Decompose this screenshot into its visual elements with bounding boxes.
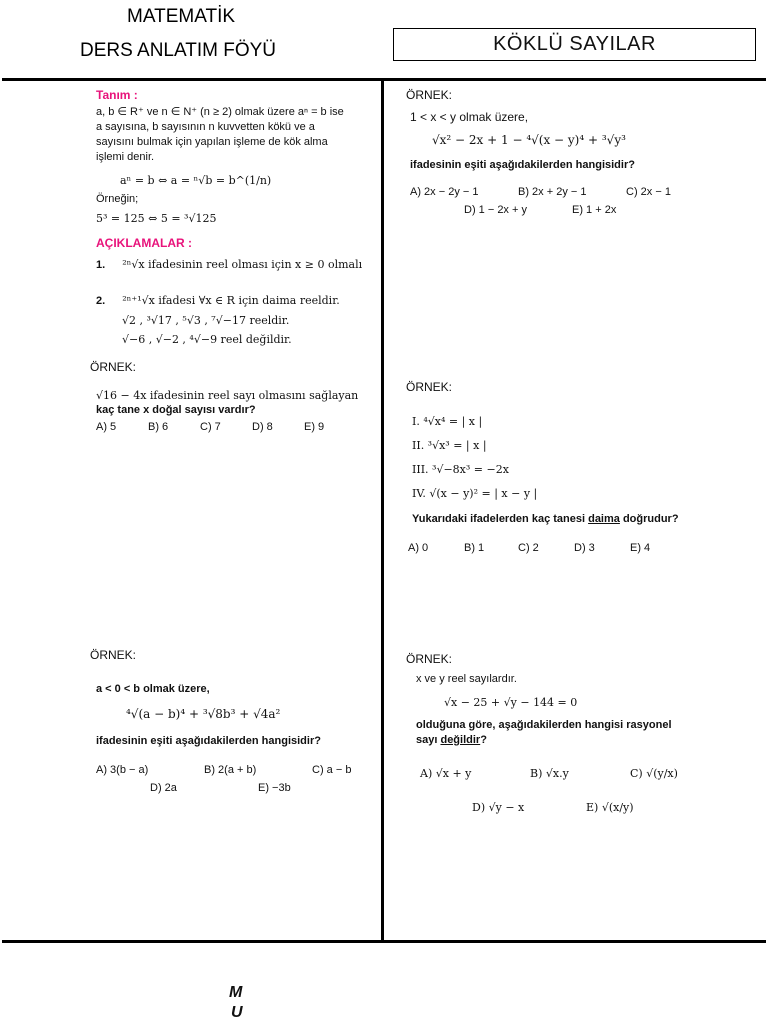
example-label: ÖRNEK: xyxy=(90,360,137,374)
option-a[interactable]: A) √x + y xyxy=(420,767,472,780)
header-subject: MATEMATİK xyxy=(127,6,236,27)
statement-item: I. ⁴√x⁴ = | x | xyxy=(412,415,483,428)
question-line: x ve y reel sayılardır. xyxy=(416,673,517,685)
question-line: ifadesinin eşiti aşağıdakilerden hangisidir? xyxy=(96,735,321,747)
definition-block xyxy=(96,88,366,226)
question-text: ? xyxy=(480,734,487,746)
question-line: √16 − 4x ifadesinin reel sayı olmasını sağlayan xyxy=(96,389,359,402)
options-row xyxy=(416,766,746,788)
option-d[interactable]: D) 1 − 2x + y xyxy=(464,204,527,216)
expression: ⁴√(a − b)⁴ + ³√8b³ + √4a² xyxy=(126,707,281,721)
note-text: ²ⁿ√x ifadesinin reel olması için x ≥ 0 olmalı xyxy=(122,258,363,271)
header-doc-type: DERS ANLATIM FÖYÜ xyxy=(80,40,277,61)
question-line xyxy=(416,733,746,748)
option-a[interactable]: A) 0 xyxy=(408,542,429,554)
option-d[interactable]: D) 3 xyxy=(574,542,595,554)
option-e[interactable]: E) 9 xyxy=(304,421,325,433)
example-left-1 xyxy=(96,388,366,436)
note-number: 1. xyxy=(96,259,106,271)
options-row xyxy=(96,763,366,781)
example-right-3 xyxy=(416,672,746,818)
option-c[interactable]: C) a − b xyxy=(312,764,352,776)
definition-line: a sayısına, b sayısının n kuvvetten kökü ve a xyxy=(96,121,315,133)
statement-item: III. ³√−8x³ = −2x xyxy=(412,463,509,476)
definition-line: sayısını bulmak için yapılan işleme de kök alma xyxy=(96,136,328,148)
note-1 xyxy=(96,257,366,273)
option-c[interactable]: C) 2x − 1 xyxy=(626,186,671,198)
definition-heading: Tanım : xyxy=(96,88,138,102)
top-rule xyxy=(2,78,766,81)
question-line: a < 0 < b olmak üzere, xyxy=(96,683,210,695)
option-b[interactable]: B) 1 xyxy=(464,542,485,554)
options-row xyxy=(416,800,746,818)
question-line: kaç tane x doğal sayısı vardır? xyxy=(96,404,256,416)
footer-mark: M xyxy=(229,984,243,1001)
notes-block xyxy=(96,236,366,347)
note-text: ²ⁿ⁺¹√x ifadesi ∀x ∈ R için daima reeldir. xyxy=(122,294,340,307)
option-c[interactable]: C) 2 xyxy=(518,542,539,554)
option-d[interactable]: D) √y − x xyxy=(472,801,525,814)
column-divider xyxy=(381,78,384,942)
note-2-nonreal-examples: √−6 , √−2 , ⁴√−9 reel değildir. xyxy=(122,333,292,346)
option-b[interactable]: B) 6 xyxy=(148,421,169,433)
option-a[interactable]: A) 5 xyxy=(96,421,117,433)
option-b[interactable]: B) 2(a + b) xyxy=(204,764,257,776)
example-label: Örneğin; xyxy=(96,193,139,205)
option-a[interactable]: A) 2x − 2y − 1 xyxy=(410,186,479,198)
example-label: ÖRNEK: xyxy=(90,648,137,662)
options-row xyxy=(410,203,750,219)
example-label: ÖRNEK: xyxy=(406,380,453,394)
example-right-2 xyxy=(408,414,752,559)
question-line xyxy=(412,512,752,527)
option-e[interactable]: E) −3b xyxy=(258,782,291,794)
question-line: ifadesinin eşiti aşağıdakilerden hangisidir? xyxy=(410,159,635,171)
option-e[interactable]: E) 4 xyxy=(630,542,651,554)
option-c[interactable]: C) √(y/x) xyxy=(630,767,678,780)
definition-line: a, b ∈ R⁺ ve n ∈ N⁺ (n ≥ 2) olmak üzere aⁿ = b ise xyxy=(96,106,344,118)
expression: √x − 25 + √y − 144 = 0 xyxy=(444,696,578,709)
expression: √x² − 2x + 1 − ⁴√(x − y)⁴ + ³√y³ xyxy=(432,133,626,147)
notes-heading: AÇIKLAMALAR : xyxy=(96,236,192,250)
question-line: 1 < x < y olmak üzere, xyxy=(410,110,529,124)
definition-line: işlemi denir. xyxy=(96,151,155,163)
option-a[interactable]: A) 3(b − a) xyxy=(96,764,149,776)
note-2-real-examples: √2 , ³√17 , ⁵√3 , ⁷√−17 reeldir. xyxy=(122,314,290,327)
option-c[interactable]: C) 7 xyxy=(200,421,221,433)
option-d[interactable]: D) 2a xyxy=(150,782,177,794)
statement-item: II. ³√x³ = | x | xyxy=(412,439,487,452)
question-line: olduğuna göre, aşağıdakilerden hangisi rasyonel xyxy=(416,719,672,731)
example-label: ÖRNEK: xyxy=(406,88,453,102)
topic-title: KÖKLÜ SAYILAR xyxy=(493,33,656,55)
options-row xyxy=(410,185,750,203)
definition-formula: aⁿ = b ⇔ a = ⁿ√b = b^(1/n) xyxy=(120,174,272,187)
topic-title-box xyxy=(393,28,756,61)
question-emphasis: değildir xyxy=(440,734,481,746)
footer-mark: U xyxy=(231,1004,243,1021)
option-e[interactable]: E) √(x/y) xyxy=(586,801,634,814)
question-text: Yukarıdaki ifadelerden kaç tanesi xyxy=(412,513,589,525)
option-b[interactable]: B) √x.y xyxy=(530,767,569,780)
question-emphasis: daima xyxy=(588,513,620,525)
options-row xyxy=(96,420,366,436)
example-left-2 xyxy=(96,682,366,797)
question-text: doğrudur? xyxy=(619,513,679,525)
options-row xyxy=(408,541,752,559)
bottom-rule xyxy=(2,940,766,943)
note-2 xyxy=(96,293,366,309)
statement-item: IV. √(x − y)² = | x − y | xyxy=(412,487,538,500)
note-number: 2. xyxy=(96,295,106,307)
definition-example: 5³ = 125 ⇔ 5 = ³√125 xyxy=(96,212,217,225)
options-row xyxy=(96,781,366,797)
option-e[interactable]: E) 1 + 2x xyxy=(572,204,617,216)
option-d[interactable]: D) 8 xyxy=(252,421,273,433)
example-right-1 xyxy=(410,110,750,219)
option-b[interactable]: B) 2x + 2y − 1 xyxy=(518,186,587,198)
example-label: ÖRNEK: xyxy=(406,652,453,666)
question-text: sayı xyxy=(416,734,441,746)
